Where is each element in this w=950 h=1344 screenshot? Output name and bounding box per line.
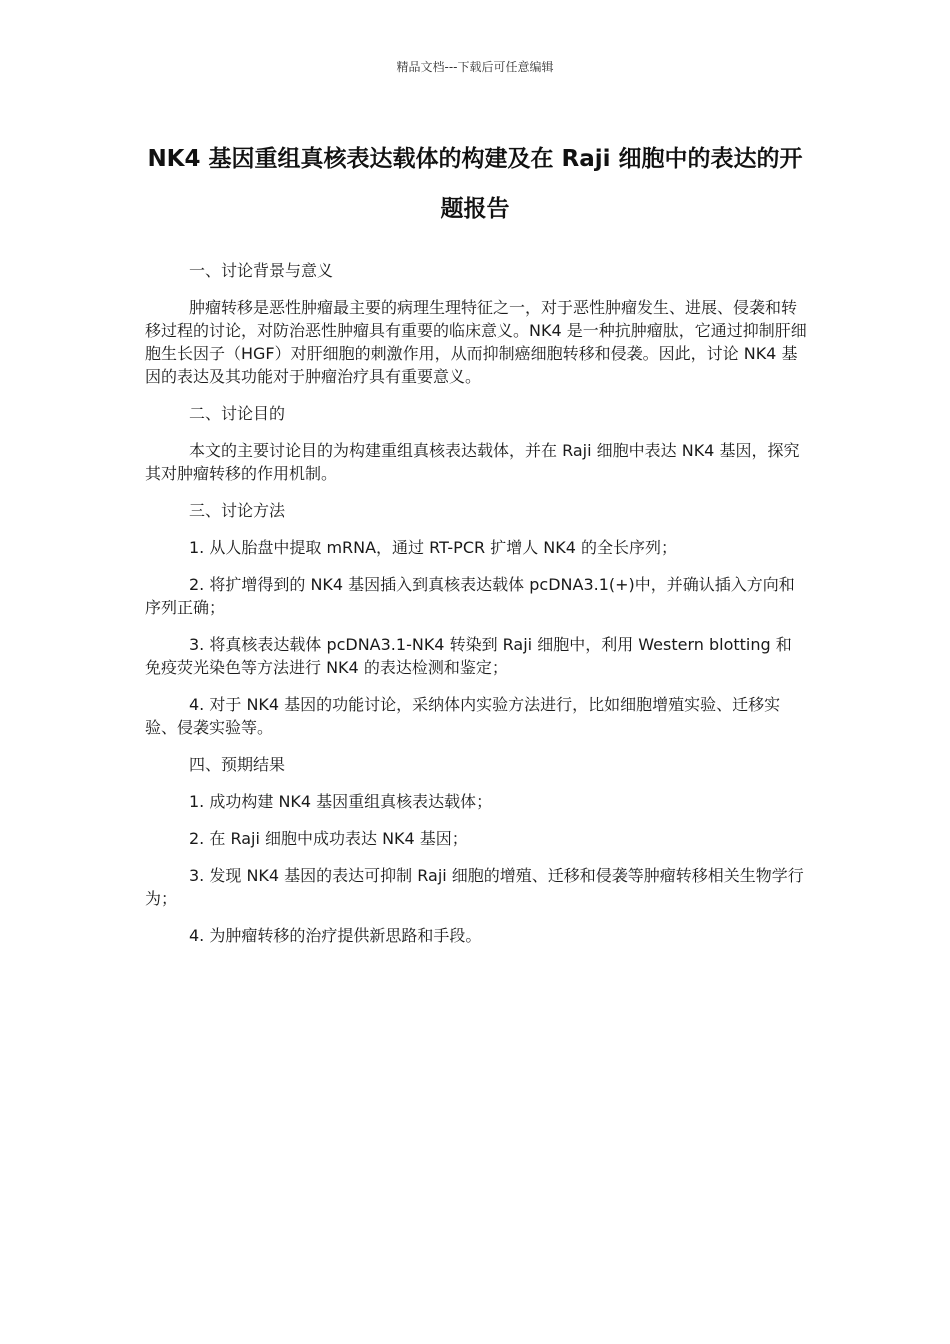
paragraph-background: 肿瘤转移是恶性肿瘤最主要的病理生理特征之一，对于恶性肿瘤发生、进展、侵袭和转移过程的讨论，对防治恶性肿瘤具有重要的临床意义。NK4 是一种抗肿瘤肽，它通过抑制肝细胞生长因子（HGF）对肝细胞的刺激作用，从而抑制癌细胞转移和侵袭。因此，讨论 NK4 基因的表达及其功能对于肿瘤治疗具有重要意义。 [145, 298, 807, 386]
section-heading-purpose: 二、讨论目的 [189, 404, 286, 423]
section-heading-methods: 三、讨论方法 [189, 501, 286, 520]
paragraph-purpose: 本文的主要讨论目的为构建重组真核表达载体，并在 Raji 细胞中表达 NK4 基因，探究其对肿瘤转移的作用机制。 [145, 441, 800, 483]
method-item-3: 3. 将真核表达载体 pcDNA3.1-NK4 转染到 Raji 细胞中，利用 Western blotting 和免疫荧光染色等方法进行 NK4 的表达检测和鉴定； [145, 635, 792, 677]
document-title: NK4 基因重组真核表达载体的构建及在 Raji 细胞中的表达的开题报告 [147, 146, 803, 222]
header-note: 精品文档---下载后可任意编辑 [396, 60, 554, 74]
method-item-4: 4. 对于 NK4 基因的功能讨论，采纳体内实验方法进行，比如细胞增殖实验、迁移实验、侵袭实验等。 [145, 695, 781, 737]
method-item-2: 2. 将扩增得到的 NK4 基因插入到真核表达载体 pcDNA3.1(+)中，并确认插入方向和序列正确； [145, 575, 795, 617]
result-item-4: 4. 为肿瘤转移的治疗提供新思路和手段。 [189, 926, 482, 945]
section-heading-background: 一、讨论背景与意义 [189, 261, 334, 280]
document-body [145, 259, 807, 961]
method-item-1: 1. 从人胎盘中提取 mRNA，通过 RT-PCR 扩增人 NK4 的全长序列； [189, 538, 678, 557]
result-item-1: 1. 成功构建 NK4 基因重组真核表达载体； [189, 792, 493, 811]
result-item-2: 2. 在 Raji 细胞中成功表达 NK4 基因； [189, 829, 468, 848]
result-item-3: 3. 发现 NK4 基因的表达可抑制 Raji 细胞的增殖、迁移和侵袭等肿瘤转移相关生物学行为； [145, 866, 804, 908]
section-heading-results: 四、预期结果 [189, 755, 286, 774]
